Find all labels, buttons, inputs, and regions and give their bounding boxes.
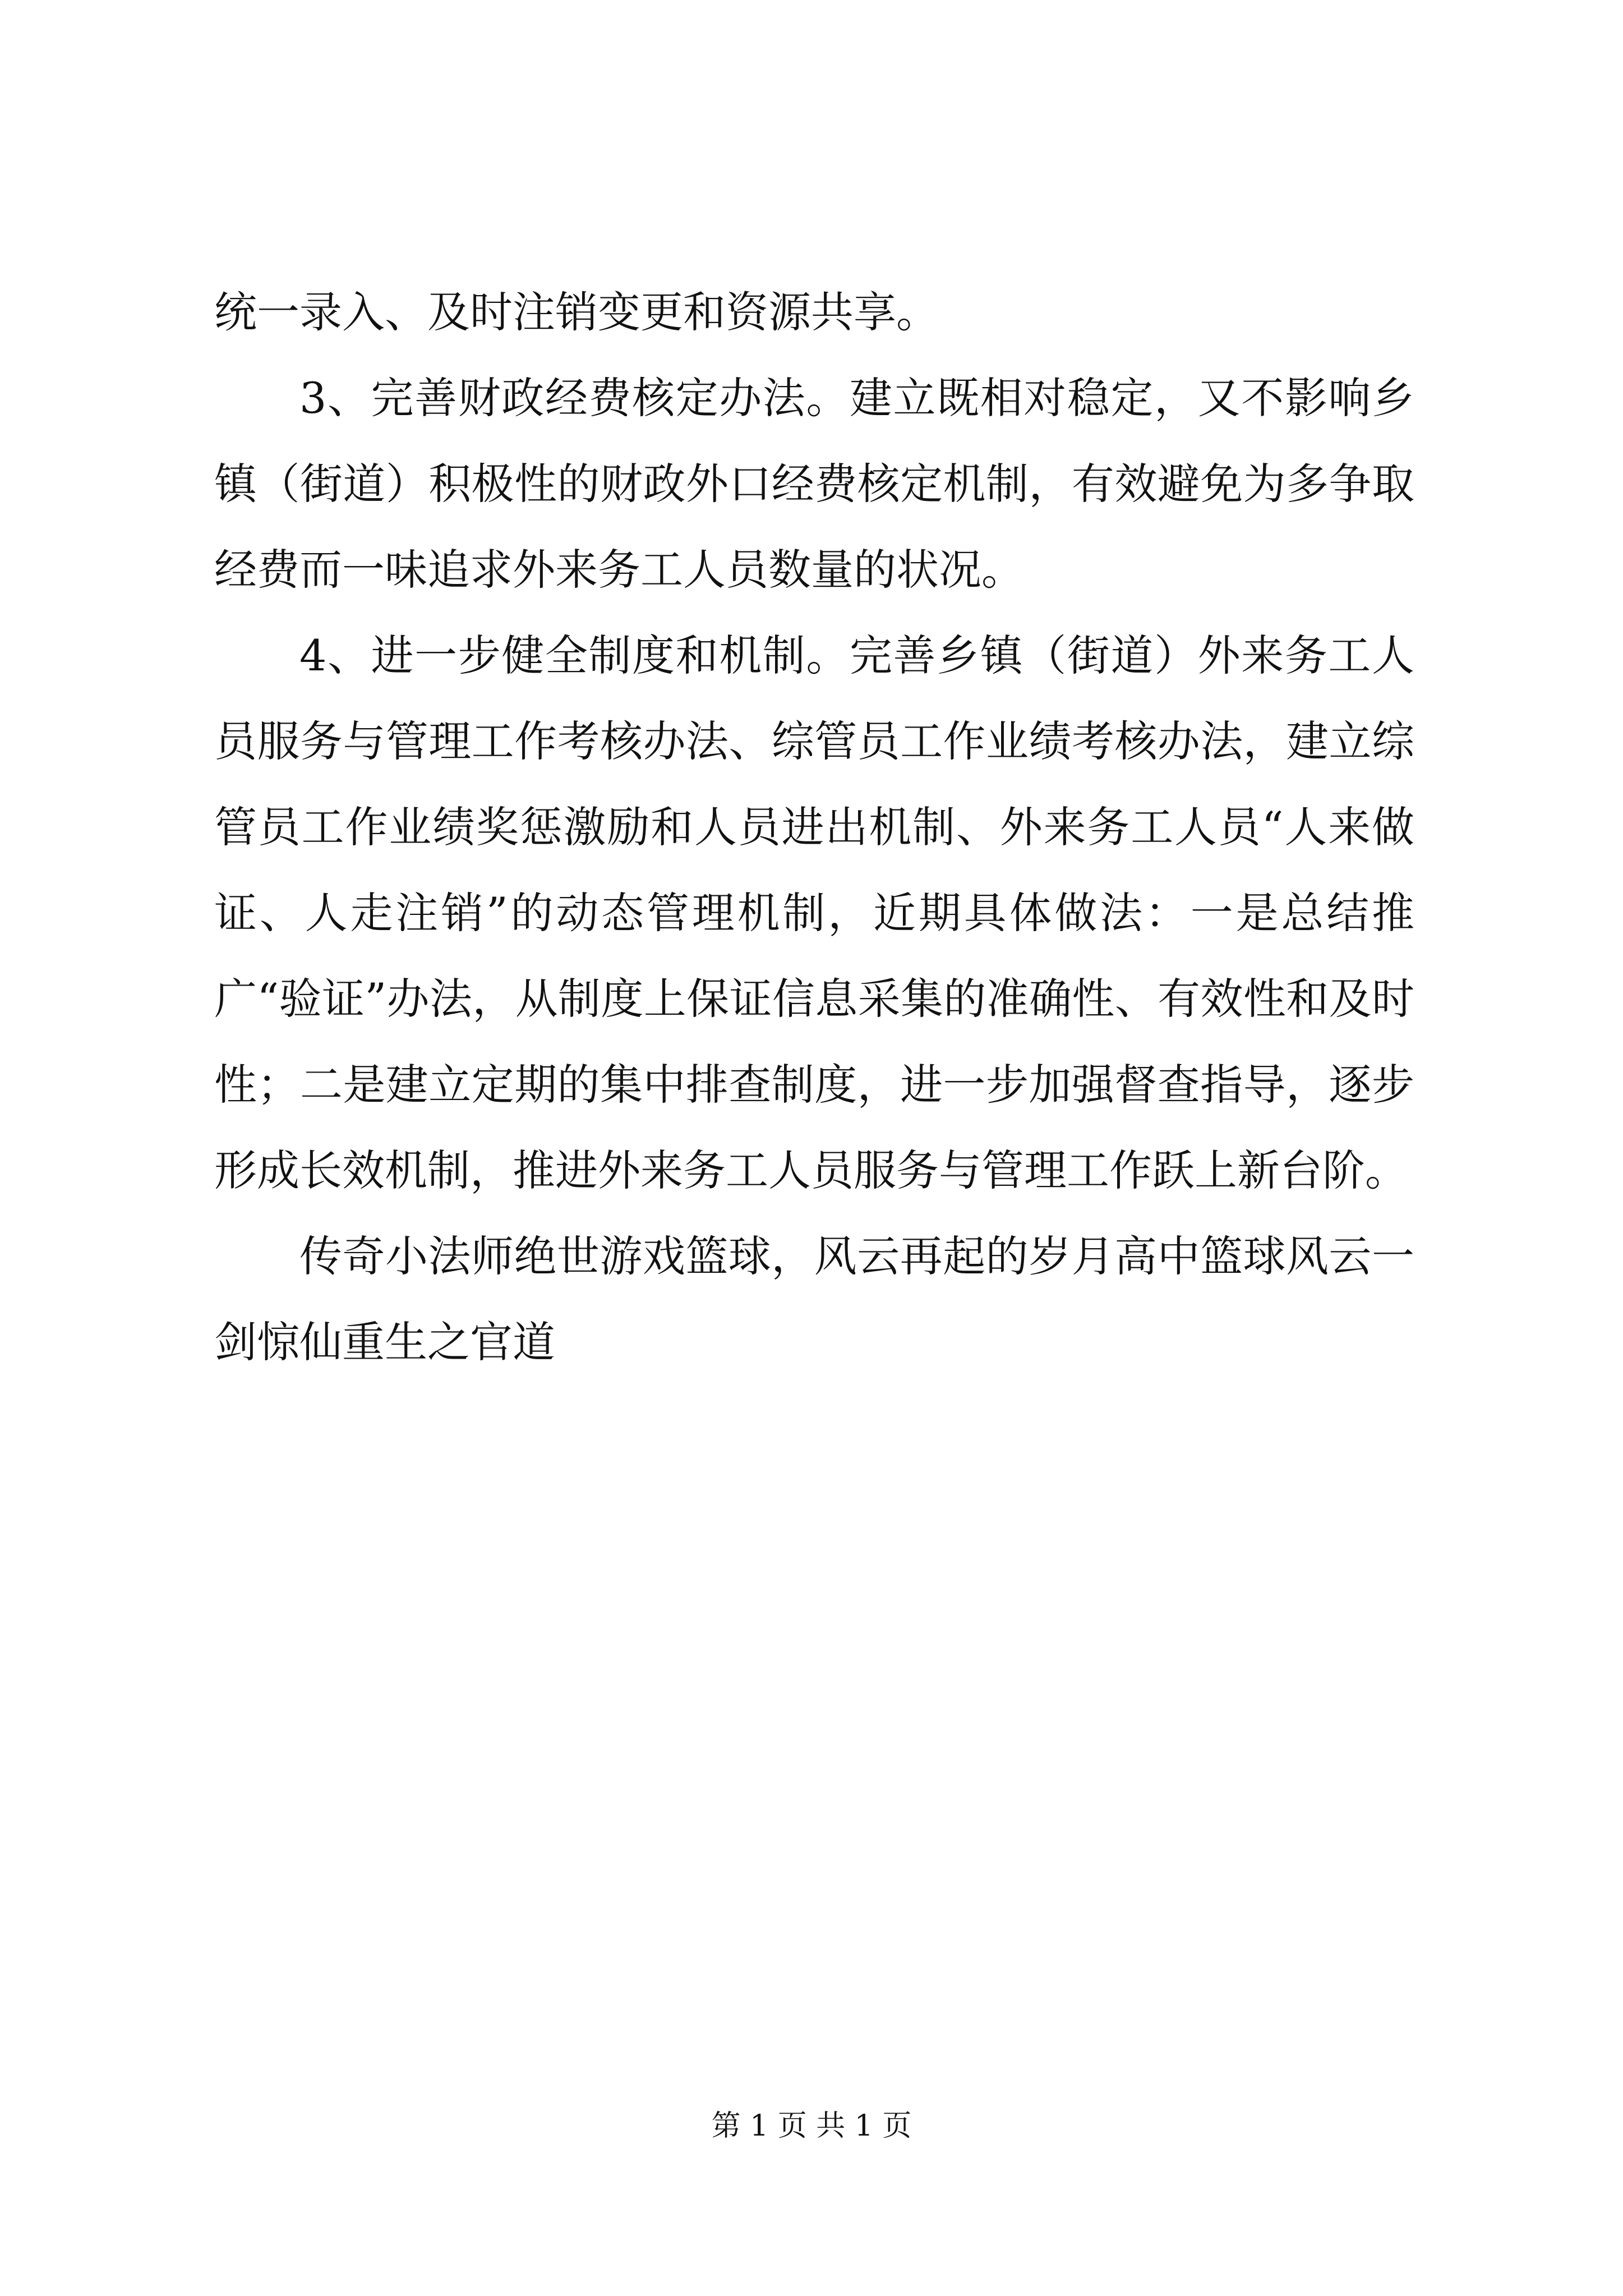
paragraph-item-4: 4、进一步健全制度和机制。完善乡镇（街道）外来务工人员服务与管理工作考核办法、综管员工作业绩考核办法，建立综管员工作业绩奖惩激励和人员进出机制、外来务工人员“人来做证、人走注销”的动态管理机制，近期具体做法：一是总结推广“验证”办法，从制度上保证信息采集的准确性、有效性和及时性；二是建立定期的集中排查制度，进一步加强督查指导，逐步形成长效机制，推进外来务工人员服务与管理工作跃上新台阶。 [214,631,1414,1195]
paragraph-item-3: 3、完善财政经费核定办法。建立既相对稳定，又不影响乡镇（街道）积极性的财政外口经费核定机制，有效避免为多争取经费而一味追求外来务工人员数量的状况。 [214,373,1414,595]
page-number-footer: 第 1 页 共 1 页 [711,2109,912,2143]
paragraph-continuation: 统一录入、及时注销变更和资源共享。 [214,287,939,337]
paragraph-trailing-text: 传奇小法师绝世游戏篮球，风云再起的岁月高中篮球风云一剑惊仙重生之官道 [214,1231,1414,1367]
document-body [214,269,1414,1385]
